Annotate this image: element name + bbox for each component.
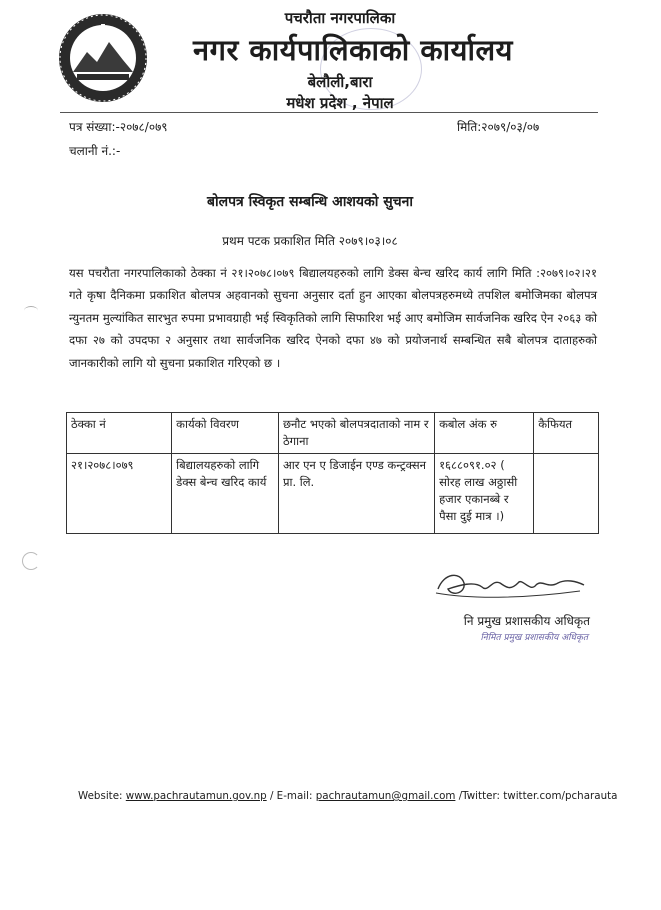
website-link[interactable]: www.pachrautamun.gov.np [125, 790, 267, 802]
notice-title: बोलपत्र स्विकृत सम्बन्धि आशयको सुचना [206, 194, 414, 210]
publication-date: प्रथम पटक प्रकाशित मिति २०७९।०३।०८ [222, 234, 398, 248]
cell-bid-amount: १६८८०९१.०२ ( सोरह लाख अठ्ठासी हजार एकानब्बे र पैसा दुई मात्र ।) [435, 454, 534, 534]
header-work-description: कार्यको विवरण [172, 413, 279, 454]
email-label: / E-mail: [266, 790, 316, 802]
header-remarks: कैफियत [534, 413, 599, 454]
punch-hole-mark [22, 552, 40, 570]
table-header-row [67, 413, 599, 454]
header-bidder: छनौट भएको बोलपत्रदाताको नाम र ठेगाना [278, 413, 434, 454]
municipality-name: पचरौता नगरपालिका [284, 9, 396, 27]
dispatch-number: चलानी नं.:- [69, 144, 121, 158]
nepal-emblem-icon [57, 12, 149, 104]
signatory-stamp: निमित प्रमुख प्रशासकीय अधिकृत [480, 633, 588, 643]
notice-body: यस पचरौता नगरपालिकाको ठेक्का नं २१।२०७८।०७९ बिद्यालयहरुको लागि डेक्स बेन्च खरिद कार्य लागि मिति :२०७९।०२।२१ गते कृषा दैनिकमा प्रकाशित बोलपत्र अहवानको सुचना अनुसार दर्ता हुन आएका बोलपत्रहरुमध्ये तपशिल बमोजिमका बोलपत्र न्युनतम मुल्यांकित सारभुत रुपमा प्रभावग्राही भई स्विकृतिको लागि सिफारिश भई आए बमोजिम सार्वजनिक खरिद ऐन २०६३ को दफा २७ को उपदफा २ अनुसार तथा सार्वजनिक खरिद ऐनको दफा ४७ को प्रयोजनार्थ सम्बन्धित सबै बोलपत्र दाताहरुको जानकारीको लागि यो सुचना प्रकाशित गरिएको छ । [69, 266, 597, 370]
footer-contact [78, 790, 618, 802]
office-location: बेलौली,बारा [307, 73, 373, 91]
office-province: मधेश प्रदेश , नेपाल [286, 94, 394, 112]
office-name: नगर कार्यपालिकाको कार्यालय [193, 33, 513, 67]
award-table [66, 412, 599, 534]
header-contract-no: ठेक्का नं [67, 413, 172, 454]
email-link[interactable]: pachrautamun@gmail.com [315, 790, 456, 802]
cell-work-description: बिद्यालयहरुको लागि डेक्स बेन्च खरिद कार्य [172, 454, 279, 534]
reference-number: पत्र संख्या:-२०७८/०७९ [69, 120, 168, 134]
table-row [67, 454, 599, 534]
header-divider [60, 112, 598, 113]
signatory-title: नि प्रमुख प्रशासकीय अधिकृत [463, 614, 590, 628]
punch-hole-mark [24, 306, 38, 315]
cell-bidder: आर एन ए डिजाईन एण्ड कन्ट्रक्सन प्रा. लि. [278, 454, 434, 534]
website-label: Website: [78, 790, 126, 802]
signature [430, 563, 590, 603]
header-bid-amount: कबोल अंक रु [435, 413, 534, 454]
twitter-text: /Twitter: twitter.com/pcharauta [455, 790, 618, 802]
letter-date: मिति:२०७९/०३/०७ [457, 120, 540, 134]
cell-remarks [534, 454, 599, 534]
cell-contract-no: २१।२०७८।०७९ [67, 454, 172, 534]
